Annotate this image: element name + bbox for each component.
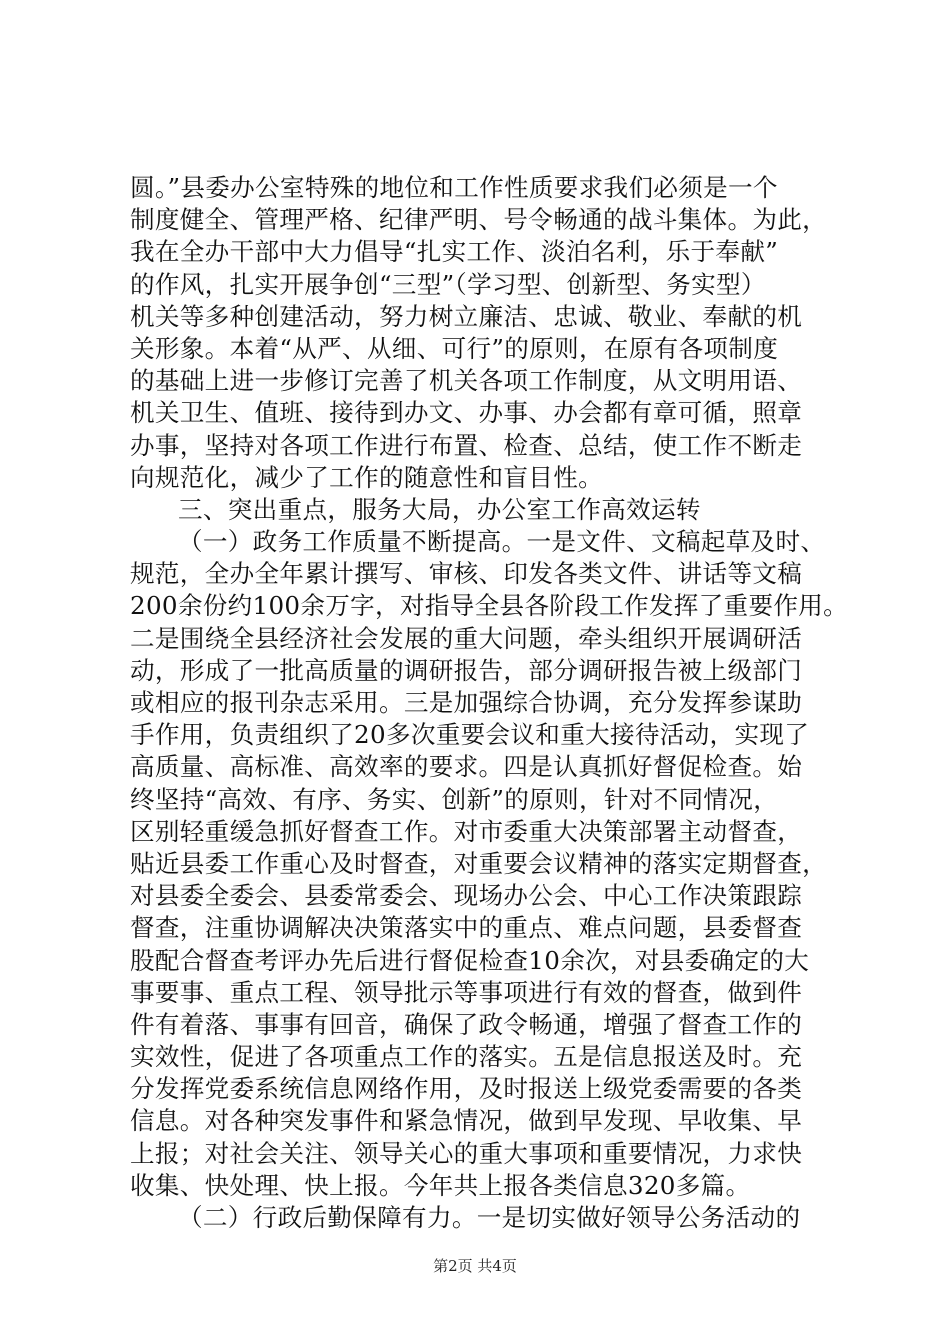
text-line: 对县委全委会、县委常委会、现场办公会、中心工作决策跟踪 <box>130 881 803 911</box>
text-line: 圆。”县委办公室特殊的地位和工作性质要求我们必须是一个 <box>130 173 778 202</box>
text-line: 股配合督查考评办先后进行督促检查10余次，对县委确定的大 <box>130 945 810 975</box>
text-line: 贴近县委工作重心及时督查，对重要会议精神的落实定期督查， <box>130 848 828 878</box>
text-line: 机关等多种创建活动，努力树立廉洁、忠诚、敬业、奉献的机 <box>130 301 803 331</box>
text-line: 或相应的报刊杂志采用。三是加强综合协调，充分发挥参谋助 <box>130 688 803 717</box>
text-line: 信息。对各种突发事件和紧急情况，做到早发现、早收集、早 <box>130 1106 803 1136</box>
subsection-heading-line: （一）政务工作质量不断提高。一是文件、文稿起草及时、 <box>178 527 826 557</box>
text-line: 办事，坚持对各项工作进行布置、检查、总结，使工作不断走 <box>130 430 803 460</box>
text-line: 二是围绕全县经济社会发展的重大问题，牵头组织开展调研活 <box>130 623 803 653</box>
text-line: 向规范化，减少了工作的随意性和盲目性。 <box>130 462 603 492</box>
text-line: 关形象。本着“从严、从细、可行”的原则，在原有各项制度 <box>130 333 779 363</box>
text-line: 实效性，促进了各项重点工作的落实。五是信息报送及时。充 <box>130 1042 803 1072</box>
document-body <box>130 172 849 1234</box>
text-line: 终坚持“高效、有序、务实、创新”的原则，针对不同情况， <box>130 784 779 814</box>
text-line: 件有着落、事事有回音，确保了政令畅通，增强了督查工作的 <box>130 1009 803 1039</box>
text-line: 规范，全办全年累计撰写、审核、印发各类文件、讲话等文稿 <box>130 559 803 589</box>
text-line: 分发挥党委系统信息网络作用，及时报送上级党委需要的各类 <box>130 1074 803 1104</box>
text-line: 我在全办干部中大力倡导“扎实工作、淡泊名利，乐于奉献” <box>130 237 779 267</box>
text-line: 的基础上进一步修订完善了机关各项工作制度，从文明用语、 <box>130 366 803 396</box>
text-line: 事要事、重点工程、领导批示等事项进行有效的督查，做到件 <box>130 977 803 1007</box>
page-footer <box>0 1256 950 1276</box>
text-line: 上报；对社会关注、领导关心的重大事项和重要情况，力求快 <box>130 1138 803 1168</box>
text-line: 收集、快处理、快上报。今年共上报各类信息320多篇。 <box>130 1170 751 1200</box>
text-line: 的作风，扎实开展争创“三型”（学习型、创新型、务实型） <box>130 269 766 299</box>
text-line: 手作用，负责组织了20多次重要会议和重大接待活动，实现了 <box>130 720 810 750</box>
text-line: 督查，注重协调解决决策落实中的重点、难点问题，县委督查 <box>130 913 803 943</box>
text-line: 机关卫生、值班、接待到办文、办事、办会都有章可循，照章 <box>130 398 803 428</box>
page-number-label: 第2页 共4页 <box>433 1257 517 1275</box>
subsection-heading-line: （二）行政后勤保障有力。一是切实做好领导公务活动的 <box>178 1203 801 1232</box>
text-line: 区别轻重缓急抓好督查工作。对市委重大决策部署主动督查， <box>130 816 803 846</box>
section-heading: 三、突出重点，服务大局，办公室工作高效运转 <box>178 494 701 524</box>
text-line: 高质量、高标准、高效率的要求。四是认真抓好督促检查。始 <box>130 752 803 782</box>
text-line: 200余份约100余万字，对指导全县各阶段工作发挥了重要作用。 <box>130 591 849 621</box>
text-line: 制度健全、管理严格、纪律严明、号令畅通的战斗集体。为此， <box>130 205 828 235</box>
text-line: 动，形成了一批高质量的调研报告，部分调研报告被上级部门 <box>130 655 803 685</box>
